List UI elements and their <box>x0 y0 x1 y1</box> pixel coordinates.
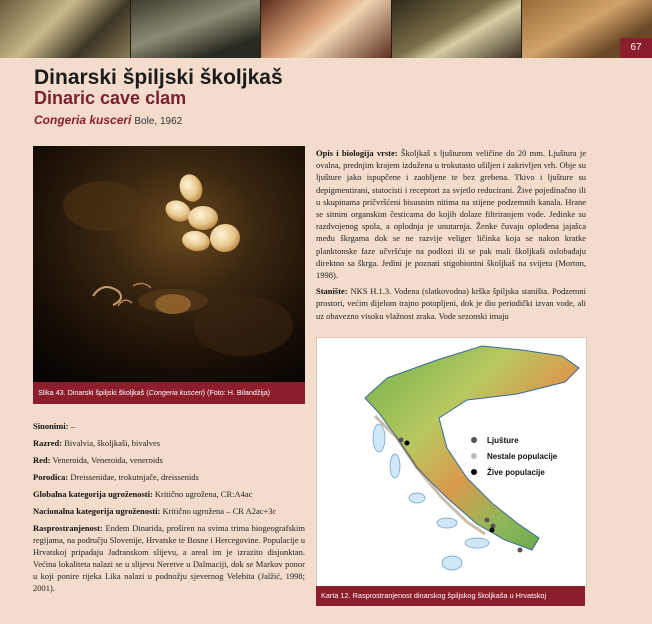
family-row: Porodica: Dreissenidae, trokutnjače, dreissenids <box>33 472 199 482</box>
legend-dot-shells <box>471 437 477 443</box>
taxonomy-column <box>33 420 305 599</box>
legend-dot-extinct <box>471 453 477 459</box>
species-name-en: Dinaric cave clam <box>34 88 187 108</box>
page-number: 67 <box>620 38 652 58</box>
map-caption: Karta 12. Rasprostranjenost dinarskog špiljskog školjkaša u Hrvatskoj <box>316 586 585 606</box>
species-author: Bole, 1962 <box>134 116 183 127</box>
ant-beetle-photo <box>0 0 131 58</box>
map-marker-shells <box>518 548 523 553</box>
shells-photo <box>392 0 523 58</box>
species-name-hr: Dinarski špiljski školjkaš <box>34 66 283 89</box>
map-marker-shells <box>485 518 490 523</box>
class-row: Razred: Bivalvia, školjkaši, bivalves <box>33 438 161 448</box>
order-row: Red: Veneroida, Veneroida, veneroids <box>33 455 163 465</box>
legend-item-living: Žive populacije <box>471 464 557 480</box>
map-marker-live <box>490 528 495 533</box>
map-marker-live <box>405 441 410 446</box>
clam-photo <box>33 146 305 382</box>
species-name-latin: Congeria kusceri <box>34 113 132 127</box>
global-status-row: Globalna kategorija ugroženosti: Kritično ugrožena, CR:A4ac <box>33 489 253 499</box>
distribution-row: Rasprostranjenost: Endem Dinarida, proširen na svima trima biogeografskim regijama, na području Slovenije, Hrvatske te Bosne i Hercegovine. Populacije u Hrvatskoj pripadaju Jadranskom slijevu, a areal im je izrazito disjunktan. Većina lokaliteta nalazi se u slijevu Neretve u Dalmaciji, dok se Markov ponor u koji ponire rijeka Lika nalazi u podnožju sjevernog Velebita (Jalžić, 1998; 2001). <box>33 523 306 593</box>
map-legend <box>471 432 557 480</box>
biology-paragraph: Opis i biologija vrste: Školjkaš s ljušturom veličine do 20 mm. Ljuštura je ovalna, prednjim krajem izdužena u trokutasto ušiljen i zakrivljen vrh. Obje su ljušture jako ispupčene i zaobljene te bez grebena. Tkivo i ljušture su depigmentirani, statocisti i receptori za svjetlo reducirani. Žive pojedinačno ili u skupinama pričvršćeni bisusnim nitima na stijene podzemnih kanala. Hrane se sitnim organskim česticama do kojih dolaze filtriranjem vode. Jedinke su razdvojenog spola, a oplodnja je unutarnja. Ženke čuvaju oplođena jajašca među škrgama dok se ne razvije veliger ličinka koja se nakon kratke planktonske faze učvršćuje na podlozi ili se pak mali školjkaši oslobađaju direktno sa škrga. Jedini je poznati stigobiontni školjkaš na svijetu (Morton, 1998). <box>316 148 586 281</box>
legend-item-extinct: Nestale populacije <box>471 448 557 464</box>
map-marker-shells <box>399 438 404 443</box>
legend-dot-living <box>471 469 477 475</box>
description-column <box>316 147 586 326</box>
isopod-photo <box>131 0 262 58</box>
synonyms-row: Sinonimi: – <box>33 421 75 431</box>
photo-caption: Slika 43. Dinarski špiljski školjkaš (Congeria kusceri) (Foto: H. Bilandžija) <box>33 382 305 404</box>
national-status-row: Nacionalna kategorija ugroženosti: Kritično ugrožena – CR A2ac+3c <box>33 506 277 516</box>
legend-item-shells: Ljušture <box>471 432 557 448</box>
snail-photo <box>261 0 392 58</box>
header-photo-strip <box>0 0 652 58</box>
species-latin-line <box>34 113 182 127</box>
habitat-paragraph: Stanište: NKS H.1.3. Vodena (slatkovodna) krška špiljska staništa. Podzemni prostori, većim dijelom trajno potopljeni, dok je dio periodički izvan vode, ali uz obavezno visoku vlažnost zraka. Vode sezonski imaju <box>316 286 586 321</box>
